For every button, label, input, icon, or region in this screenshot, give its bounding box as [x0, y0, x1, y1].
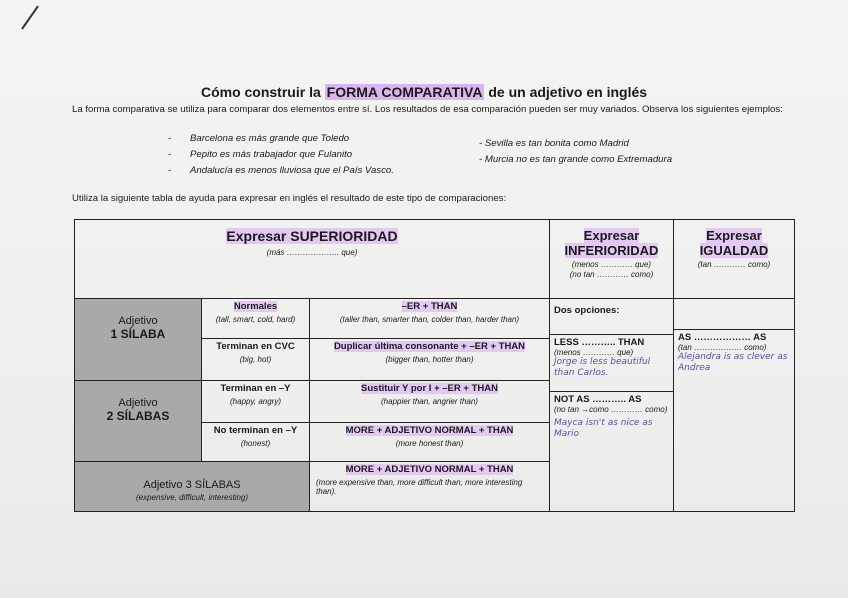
equality-title-1: Expresar [706, 228, 762, 243]
example-item: - Andalucía es menos lluviosa que el País Vasco. [168, 165, 394, 176]
title-suffix: de un adjetivo en inglés [484, 84, 648, 100]
adj3-label: Adjetivo 3 SÍLABAS [143, 478, 241, 491]
not-as: NOT AS ……….. AS [550, 391, 673, 405]
r5-rule: MORE + ADJETIVO NORMAL + THAN [345, 463, 514, 475]
rule-more-2 [310, 423, 550, 461]
adj-1-syllable [75, 298, 202, 381]
as-sub: (tan ……………… como) [678, 342, 767, 352]
equality-sub: (tan ………… como) [697, 260, 771, 269]
adj1-label: Adjetivo [118, 314, 158, 327]
r1-ex: (tall, smart, cold, hard) [215, 314, 296, 324]
example-item: - Pepito es más trabajador que Fulanito [168, 149, 353, 160]
r3-rule-ex: (happier than, angrier than) [381, 397, 478, 407]
example-item: - Murcia no es tan grande como Extremadura [479, 154, 673, 165]
row-normales [202, 298, 310, 338]
superiority-title: Expresar SUPERIORIDAD [226, 228, 398, 244]
r1-rule: –ER + THAN [401, 300, 458, 312]
notas-sub: (no tan ⁠→como ………… como) [554, 404, 668, 414]
adj2-label: Adjetivo [118, 397, 158, 410]
r4-head: No terminan en –Y [213, 425, 298, 437]
rule-more-3 [310, 461, 550, 511]
title-highlight: FORMA COMPARATIVA [326, 84, 483, 100]
adj-2-syllables [75, 381, 202, 462]
title-prefix: Cómo construir la [200, 84, 325, 100]
r4-rule: MORE + ADJETIVO NORMAL + THAN [345, 425, 514, 437]
r1-head: Normales [233, 300, 278, 312]
r3-ex: (happy, angry) [230, 397, 281, 407]
less-than: LESS ……….. THAN [550, 334, 673, 348]
page-title [0, 84, 848, 100]
inferiority-header [550, 220, 674, 299]
inferiority-sub-2: (no tan ………… como) [569, 270, 654, 279]
r2-rule: Duplicar última consonante + –ER + THAN [333, 340, 526, 352]
adj-3-syllables [75, 461, 310, 511]
r4-ex: (honest) [240, 439, 271, 449]
r3-head: Terminan en –Y [220, 383, 291, 395]
options-title: Dos opciones: [554, 304, 620, 316]
inferiority-body [550, 298, 674, 511]
instruction-text: Utiliza la siguiente tabla de ayuda para expresar en inglés el resultado de este tipo de comparaciones: [72, 193, 507, 204]
equality-title-2: IGUALDAD [699, 243, 769, 258]
adj2-bold: 2 SÍLABAS [106, 409, 170, 424]
row-not-ending-y [202, 423, 310, 461]
handwritten-less: Jorge is less beautiful than Carlos. [554, 356, 651, 378]
less-sub: (menos ………… que) [554, 347, 634, 357]
row-cvc [202, 338, 310, 380]
example-item: - Sevilla es tan bonita como Madrid [479, 138, 629, 149]
r5-rule-ex: (more expensive than, more difficult than, more interesting than). [316, 477, 523, 496]
r1-rule-ex: (taller than, smarter than, colder than, harder than) [339, 314, 520, 324]
pen-mark [21, 5, 39, 29]
as-as: AS ……………… AS [674, 329, 794, 343]
r4-rule-ex: (more honest than) [395, 439, 464, 449]
inferiority-title-1: Expresar [583, 228, 640, 243]
examples-left [168, 131, 394, 179]
handwritten-as: Alejandra is as clever as Andrea [678, 351, 788, 373]
equality-body [674, 298, 795, 511]
inferiority-title-2: INFERIORIDAD [564, 243, 659, 258]
equality-header [674, 220, 795, 299]
r2-rule-ex: (bigger than, hotter than) [385, 354, 474, 364]
rule-er-than [310, 298, 550, 338]
examples-right [479, 136, 672, 168]
r2-head: Terminan en CVC [216, 340, 295, 352]
example-item: - Barcelona es más grande que Toledo [168, 133, 350, 144]
r2-ex: (big, hot) [239, 354, 272, 364]
adj3-ex: (expensive, difficult, interesting) [135, 492, 249, 502]
handwritten-notas: Mayca isn't as nice as Mario [554, 417, 653, 439]
comparative-table [74, 219, 795, 512]
rule-cvc [310, 338, 550, 380]
adj1-bold: 1 SÍLABA [110, 326, 166, 341]
rule-ending-y [310, 381, 550, 423]
inferiority-sub-1: (menos ………… que) [571, 260, 652, 269]
superiority-sub: (más ……………….. que) [266, 248, 358, 257]
superiority-header [75, 220, 550, 299]
r3-rule: Sustituir Y por I + –ER + THAN [361, 383, 498, 395]
intro-text: La forma comparativa se utiliza para comparar dos elementos entre sí. Los resultados de esa comparación pueden ser muy variados. Observa los siguientes ejemplos: [72, 104, 783, 115]
row-ending-y [202, 381, 310, 423]
